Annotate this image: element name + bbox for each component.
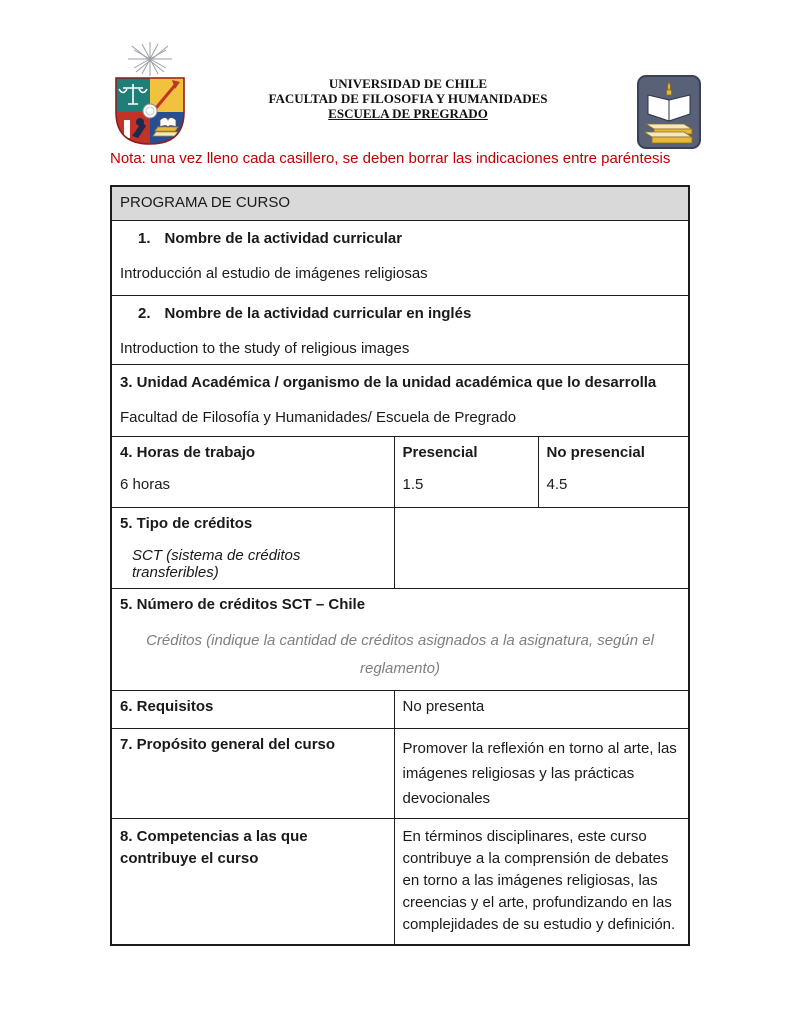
row4-col2-label: Presencial xyxy=(402,443,478,461)
faculty-logo xyxy=(636,74,702,154)
row-unidad-academica xyxy=(111,364,689,436)
cell-requisitos-label xyxy=(111,690,394,728)
table-title: PROGRAMA DE CURSO xyxy=(111,186,689,220)
row2-label: 2. Nombre de la actividad curricular en inglés xyxy=(120,303,680,325)
row5-value: SCT (sistema de créditos transferibles) xyxy=(132,546,301,581)
row2-number: 2. xyxy=(138,304,151,322)
cell-competencias-label xyxy=(111,818,394,945)
row2-value: Introduction to the study of religious images xyxy=(120,339,410,357)
row-nombre-actividad xyxy=(111,220,689,295)
letterhead-school: ESCUELA DE PREGRADO xyxy=(328,106,488,121)
row7-label: 6. Requisitos xyxy=(120,697,214,715)
cell-horas-trabajo xyxy=(111,436,394,507)
university-coat-of-arms-icon xyxy=(106,40,192,148)
cell-requisitos-value: No presenta xyxy=(394,690,689,728)
row1-value: Introducción al estudio de imágenes religiosas xyxy=(120,264,428,282)
faculty-book-emblem-icon xyxy=(636,74,702,150)
row6-label: 5. Número de créditos SCT – Chile xyxy=(120,595,366,613)
letterhead-faculty: FACULTAD DE FILOSOFIA Y HUMANIDADES xyxy=(268,91,548,106)
letterhead-university: UNIVERSIDAD DE CHILE xyxy=(328,76,488,91)
letterhead xyxy=(203,76,613,121)
program-course-table xyxy=(110,185,690,946)
row3-value: Facultad de Filosofía y Humanidades/ Escuela de Pregrado xyxy=(120,408,517,426)
row4-col3-value: 4.5 xyxy=(546,475,568,493)
cell-tipo-creditos-empty xyxy=(394,507,689,588)
row3-label: 3. Unidad Académica / organismo de la unidad académica que lo desarrolla xyxy=(120,373,657,391)
row4-col3-label: No presencial xyxy=(546,443,645,461)
cell-no-presencial xyxy=(538,436,689,507)
row8-label: 7. Propósito general del curso xyxy=(120,735,336,753)
cell-presencial xyxy=(394,436,538,507)
cell-proposito-label xyxy=(111,728,394,818)
row4-col2-value: 1.5 xyxy=(402,475,424,493)
note-red-instruction: Nota: una vez lleno cada casillero, se deben borrar las indicaciones entre paréntesis xyxy=(110,150,671,167)
row1-label: 1. Nombre de la actividad curricular xyxy=(120,228,680,250)
cell-proposito-value: Promover la reflexión en torno al arte, las imágenes religiosas y las prácticas devocionales xyxy=(394,728,689,818)
cell-competencias-value: En términos disciplinares, este curso contribuye a la comprensión de debates en torno a las imágenes religiosas, las creencias y el arte, profundizando en las complejidades de su estudio y definición. xyxy=(394,818,689,945)
universidad-de-chile-logo xyxy=(106,40,192,152)
row9-label: 8. Competencias a las que contribuye el curso xyxy=(120,827,308,867)
row4-label: 4. Horas de trabajo xyxy=(120,443,256,461)
row6-placeholder: Créditos (indique la cantidad de créditos asignados a la asignatura, según el reglamento) xyxy=(146,631,654,677)
row5-label: 5. Tipo de créditos xyxy=(120,514,253,532)
row1-number: 1. xyxy=(138,229,151,247)
row-numero-creditos xyxy=(111,588,689,690)
row-nombre-ingles xyxy=(111,295,689,364)
cell-tipo-creditos xyxy=(111,507,394,588)
row4-value: 6 horas xyxy=(120,475,171,493)
